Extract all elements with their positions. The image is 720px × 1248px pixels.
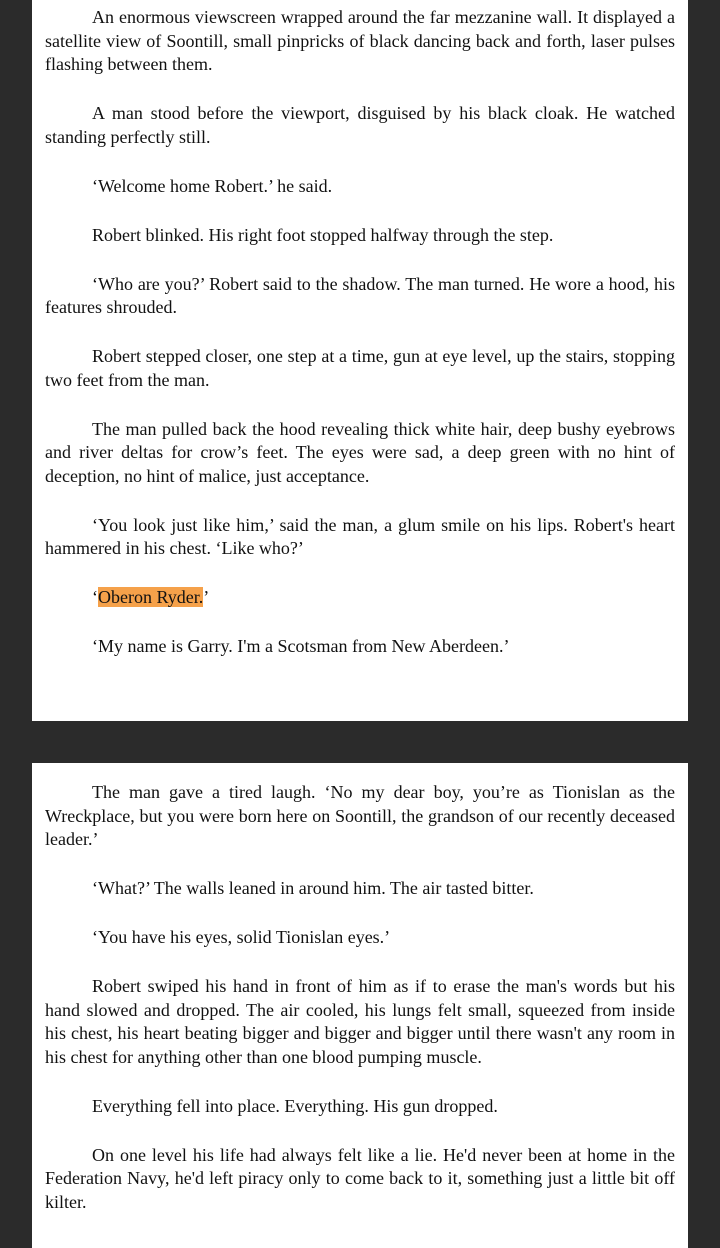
paragraph: The man pulled back the hood revealing thick white hair, deep bushy eyebrows and river deltas for crow’s feet. The eyes were sad, a deep green with no hint of deception, no hint of malice, just acceptance. (45, 418, 675, 486)
text-highlight[interactable]: Oberon Ryder. (98, 587, 204, 607)
paragraph: An enormous viewscreen wrapped around the far mezzanine wall. It displayed a satellite view of Soontill, small pinpricks of black dancing back and forth, laser pulses flashing between them. (45, 7, 675, 74)
close-quote: ’ (203, 587, 210, 607)
paragraph: Robert stepped closer, one step at a time, gun at eye level, up the stairs, stopping two feet from the man. (45, 346, 675, 390)
open-quote: ‘ (92, 587, 98, 607)
paragraph: ‘My name is Garry. I'm a Scotsman from New Aberdeen.’ (92, 636, 510, 656)
paragraph: Everything fell into place. Everything. His gun dropped. (92, 1095, 498, 1116)
paragraph: ‘Who are you?’ Robert said to the shadow. The man turned. He wore a hood, his features shrouded. (45, 273, 675, 317)
paragraph: A man stood before the viewport, disguised by his black cloak. He watched standing perfectly still. (45, 103, 675, 147)
paragraph: ‘You have his eyes, solid Tionislan eyes.’ (92, 927, 391, 947)
paragraph: ‘Welcome home Robert.’ he said. (92, 175, 333, 196)
paragraph: Robert blinked. His right foot stopped halfway through the step. (92, 224, 554, 245)
paragraph: Robert swiped his hand in front of him as if to erase the man's words but his hand slowed and dropped. The air cooled, his lungs felt small, squeezed from inside his chest, his heart beating bigger and bigger and bigger until there wasn't any room in his chest for anything other than one blood pumping muscle. (45, 976, 675, 1067)
highlighted-paragraph (45, 586, 675, 610)
paragraph: On one level his life had always felt like a lie. He'd never been at home in the Federation Navy, he'd left piracy only to come back to it, something just a little bit off kilter. (45, 1144, 675, 1212)
page-2 (32, 763, 688, 1248)
paragraph: The man gave a tired laugh. ‘No my dear boy, you’re as Tionislan as the Wreckplace, but you were born here on Soontill, the grandson of our recently deceased leader.’ (45, 782, 675, 849)
page-1 (32, 0, 688, 721)
paragraph: ‘What?’ The walls leaned in around him. The air tasted bitter. (92, 878, 534, 898)
paragraph: ‘You look just like him,’ said the man, a glum smile on his lips. Robert's heart hammered in his chest. ‘Like who?’ (45, 514, 675, 558)
